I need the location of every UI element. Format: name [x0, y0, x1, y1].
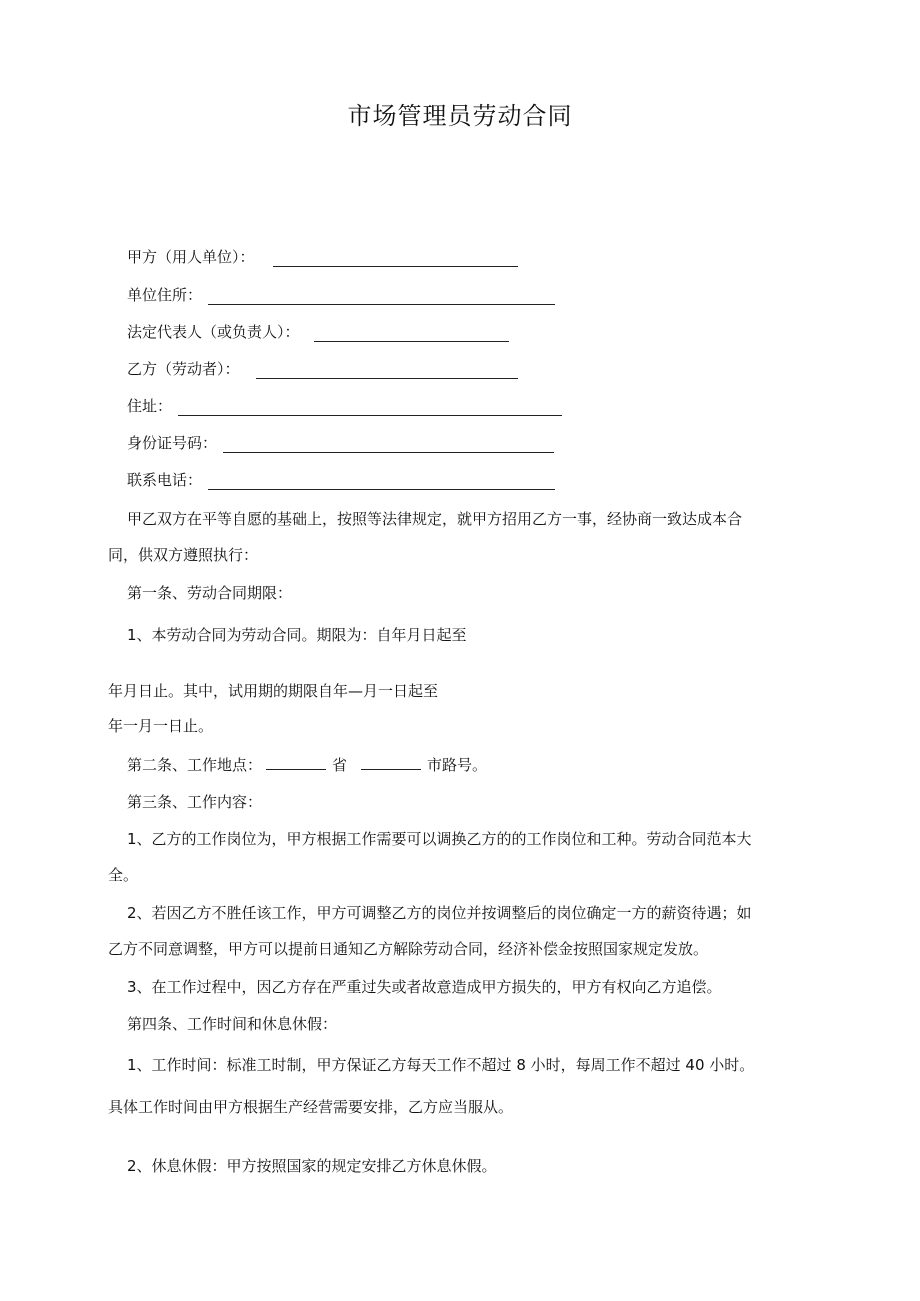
field-address-unit — [127, 285, 555, 305]
article-3-clause-3: 3、在工作过程中，因乙方存在严重过失或者故意造成甲方损失的，甲方有权向乙方追偿。 — [127, 978, 722, 996]
city-blank[interactable] — [361, 754, 421, 770]
intro-paragraph-line-1: 甲乙双方在平等自愿的基础上，按照等法律规定，就甲方招用乙方一事，经协商一致达成本合 — [127, 510, 743, 528]
field-address-label: 住址： — [127, 397, 173, 415]
article-2-prefix: 第二条、工作地点： — [127, 756, 263, 774]
article-3-clause-2-cont: 乙方不同意调整，甲方可以提前日通知乙方解除劳动合同，经济补偿金按照国家规定发放。 — [108, 940, 709, 958]
article-2-work-location — [127, 754, 487, 775]
field-id-number-label: 身份证号码： — [127, 434, 218, 452]
document-title: 市场管理员劳动合同 — [347, 102, 573, 130]
field-address — [127, 396, 562, 416]
field-phone — [127, 470, 555, 490]
article-3-clause-1-cont: 全。 — [108, 866, 139, 884]
article-3-clause-1: 1、乙方的工作岗位为，甲方根据工作需要可以调换乙方的的工作岗位和工种。劳动合同范本大 — [127, 830, 752, 848]
field-party-a-blank[interactable] — [273, 250, 518, 267]
article-4-clause-2: 2、休息休假：甲方按照国家的规定安排乙方休息休假。 — [127, 1157, 497, 1175]
article-2-province-label: 省 — [332, 756, 348, 774]
field-party-b-blank[interactable] — [256, 362, 518, 379]
field-party-a-label: 甲方（用人单位）： — [127, 248, 255, 266]
field-party-b-label: 乙方（劳动者）： — [127, 360, 240, 378]
field-legal-rep — [127, 322, 509, 342]
field-legal-rep-label: 法定代表人（或负责人）： — [127, 323, 300, 341]
field-address-unit-label: 单位住所： — [127, 286, 203, 304]
article-3-title: 第三条、工作内容： — [127, 793, 263, 811]
article-4-title: 第四条、工作时间和休息休假： — [127, 1015, 338, 1033]
field-address-unit-blank[interactable] — [208, 288, 555, 305]
article-1-clause-1: 1、本劳动合同为劳动合同。期限为：自年月日起至 — [127, 626, 467, 644]
article-2-suffix: 市路号。 — [427, 756, 488, 774]
field-id-number-blank[interactable] — [223, 436, 554, 453]
article-4-clause-1: 1、工作时间：标准工时制，甲方保证乙方每天工作不超过 8 小时，每周工作不超过 40 小时。 — [127, 1056, 755, 1074]
article-1-title: 第一条、劳动合同期限： — [127, 584, 293, 602]
field-legal-rep-blank[interactable] — [314, 325, 509, 342]
article-1-clause-1-cont: 年月日止。其中，试用期的期限自年—月一日起至 — [108, 682, 439, 700]
intro-paragraph-line-2: 同，供双方遵照执行： — [108, 546, 259, 564]
province-blank[interactable] — [266, 754, 326, 770]
field-address-blank[interactable] — [178, 399, 562, 416]
field-id-number — [127, 433, 554, 453]
field-party-b — [127, 359, 518, 379]
article-3-clause-2: 2、若因乙方不胜任该工作，甲方可调整乙方的岗位并按调整后的岗位确定一方的薪资待遇；如 — [127, 904, 752, 922]
article-4-clause-1-cont: 具体工作时间由甲方根据生产经营需要安排，乙方应当服从。 — [108, 1098, 514, 1116]
field-party-a — [127, 247, 518, 267]
field-phone-label: 联系电话： — [127, 471, 203, 489]
article-1-clause-1-end: 年一月一日止。 — [108, 717, 214, 735]
field-phone-blank[interactable] — [208, 473, 555, 490]
